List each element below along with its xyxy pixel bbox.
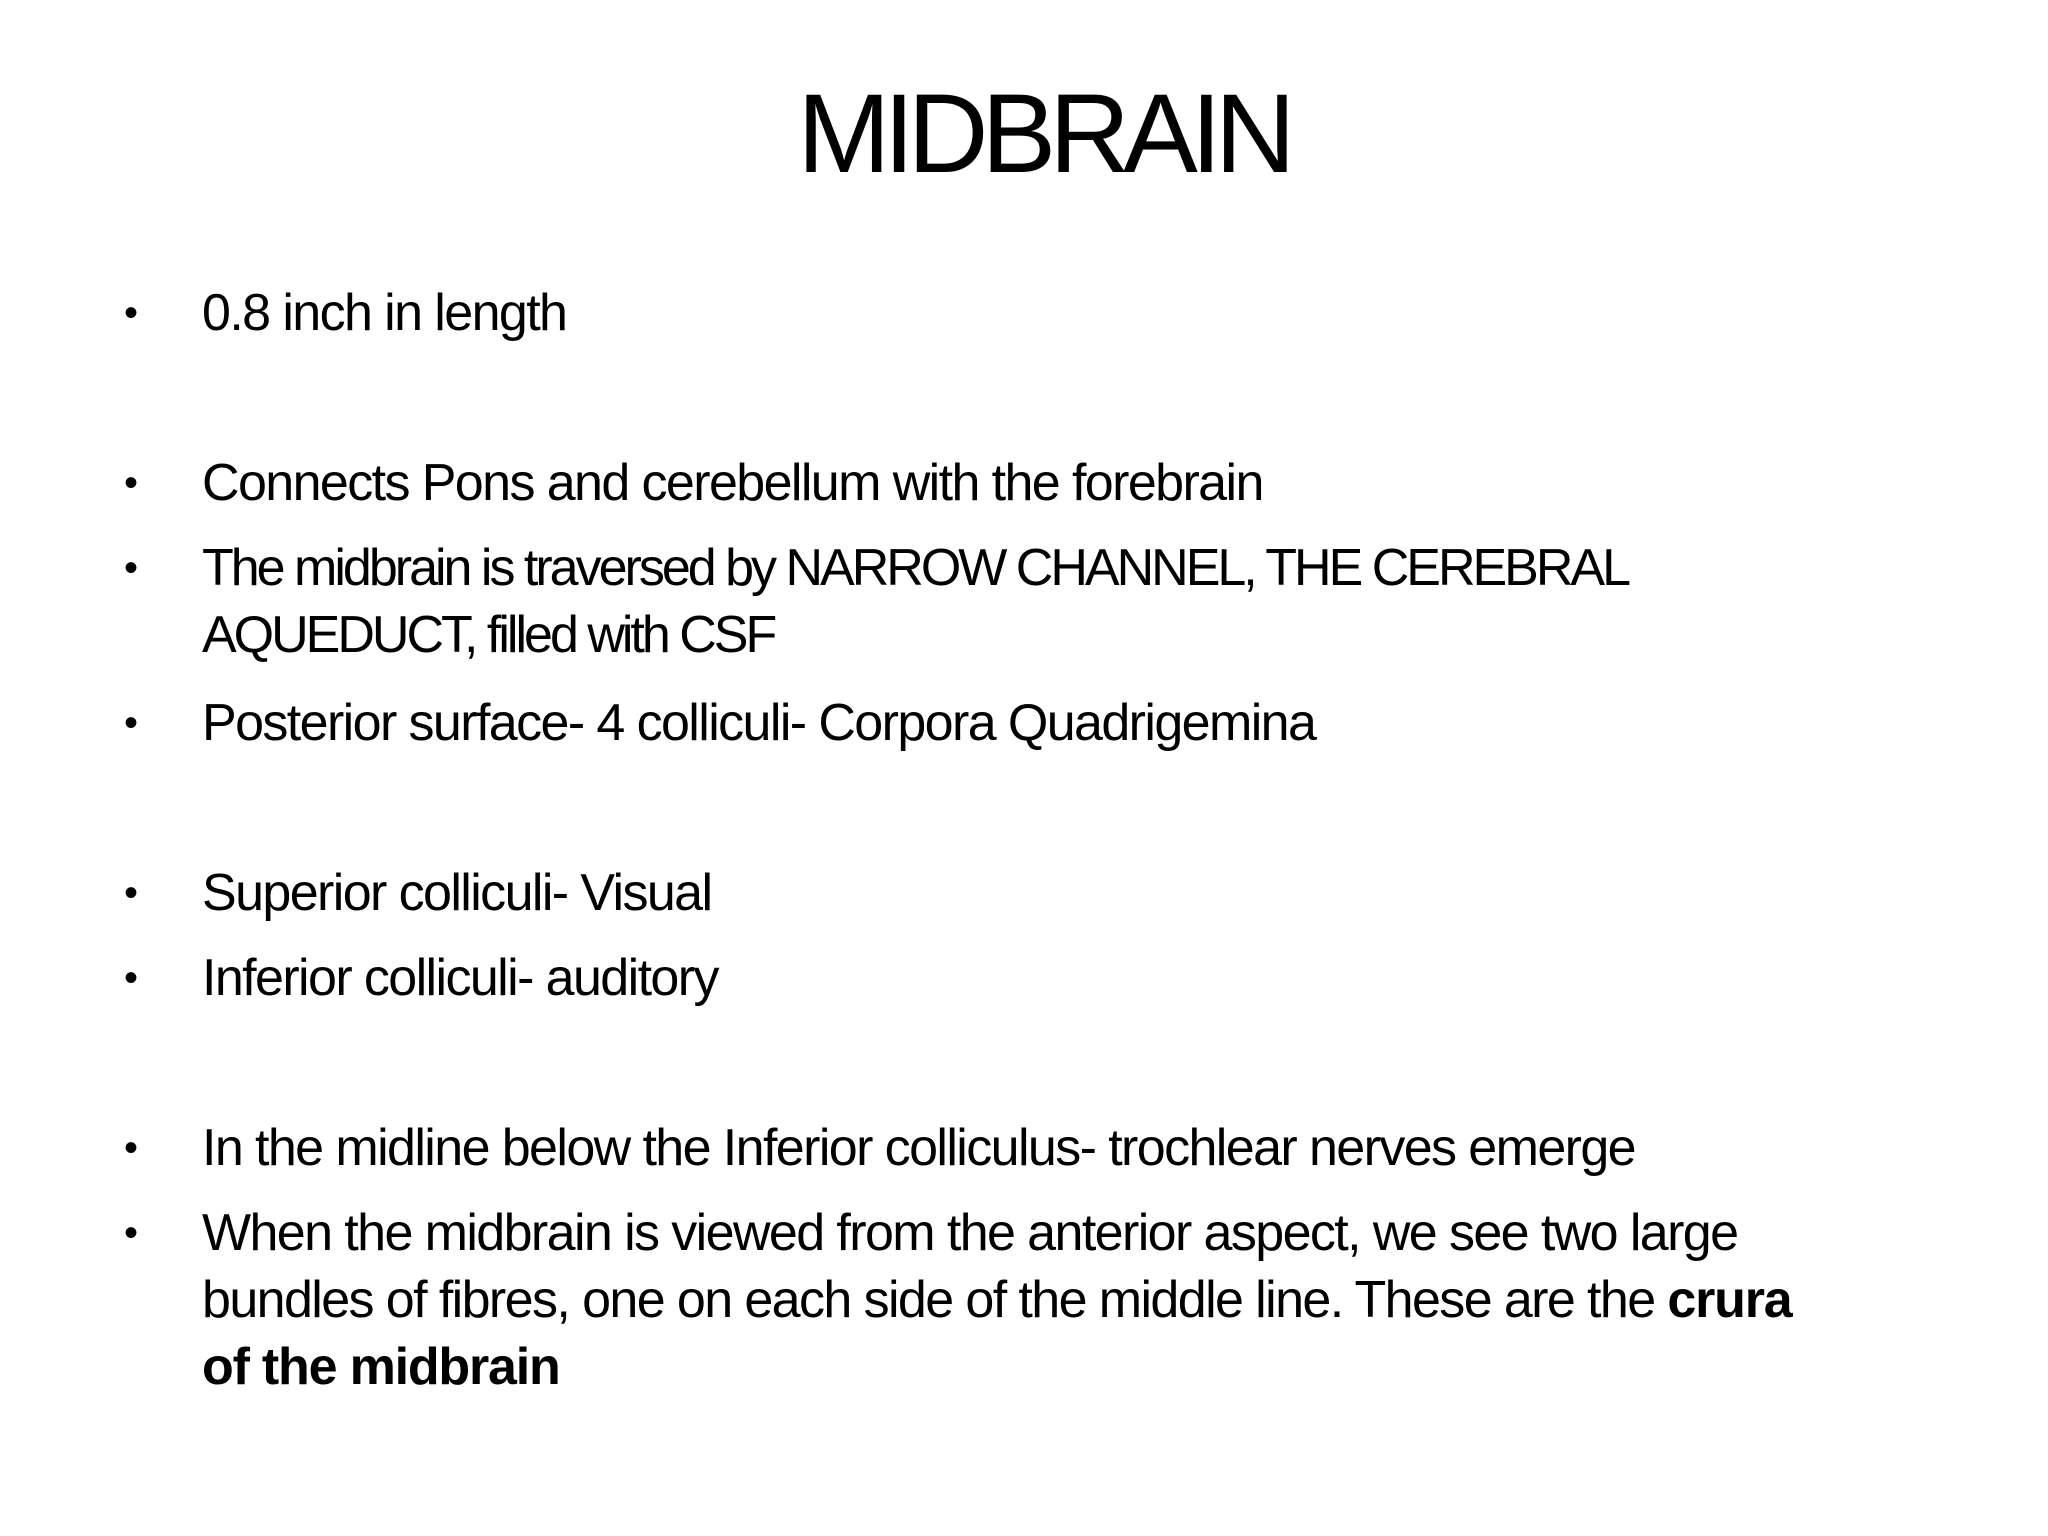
bullet-marker: •: [124, 701, 139, 745]
bullet-text-bold: crura of the midbrain: [202, 1271, 1792, 1396]
bullet-text: Connects Pons and cerebellum with the forebrain: [202, 454, 1263, 512]
bullet-marker: •: [124, 461, 139, 505]
bullet-marker: •: [124, 546, 139, 590]
bullet-text: In the midline below the Inferior colliculus- trochlear nerves emerge: [202, 1119, 1635, 1177]
bullet-text: [202, 1200, 1962, 1401]
bullet-text: Inferior colliculi- auditory: [202, 949, 718, 1007]
bullet-text: The midbrain is traversed by NARROW CHANNEL, THE CEREBRAL AQUEDUCT, filled with CSF: [202, 539, 1629, 664]
bullet-marker: •: [124, 956, 139, 1000]
bullet-marker: •: [124, 291, 139, 335]
bullet-marker: •: [124, 1211, 139, 1255]
bullet-marker: •: [124, 871, 139, 915]
bullet-text-regular: When the midbrain is viewed from the anterior aspect, we see two large bundles of fibres, one on each side of the middle line. These are the: [202, 1204, 1738, 1329]
bullet-text: 0.8 inch in length: [202, 284, 567, 342]
bullet-text: Posterior surface- 4 colliculi- Corpora Quadrigemina: [202, 694, 1316, 752]
bullet-text: Superior colliculi- Visual: [202, 864, 712, 922]
slide-title: MIDBRAIN: [797, 71, 1289, 196]
bullet-marker: •: [124, 1126, 139, 1170]
